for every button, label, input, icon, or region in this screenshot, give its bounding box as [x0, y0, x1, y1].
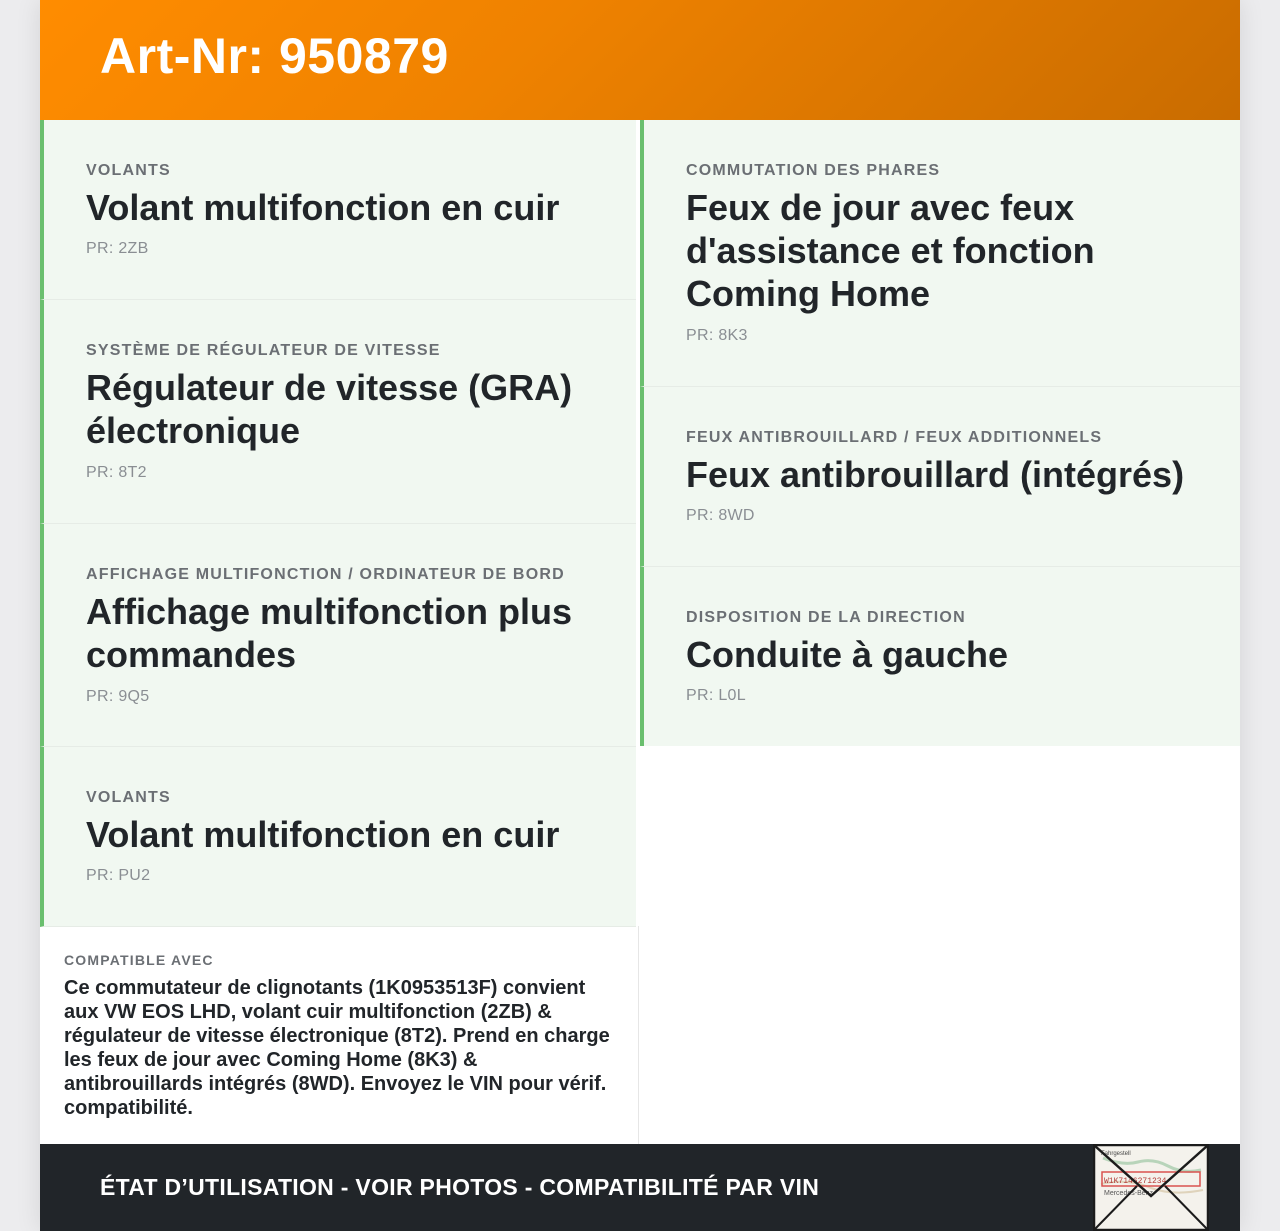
feature-category: DISPOSITION DE LA DIRECTION — [686, 609, 966, 626]
feature-category: SYSTÈME DE RÉGULATEUR DE VITESSE — [86, 342, 441, 359]
feature-pr-code: PR: L0L — [686, 687, 746, 704]
feature-card — [640, 120, 1240, 387]
stamp-label-text: Fahrgestell — [1101, 1151, 1131, 1157]
feature-pr-code: PR: 2ZB — [86, 240, 149, 257]
envelope-icon — [1093, 1144, 1209, 1231]
compatibility-text: Ce commutateur de clignotants (1K0953513F) convient aux VW EOS LHD, volant cuir multifonction (2ZB) & régulateur de vitesse électronique (8T2). Prend en charge les feux de jour avec Coming Home (8K3) & antibrouillards intégrés (8WD). Envoyez le VIN pour vérif. compatibilité. — [64, 977, 610, 1119]
feature-name: Feux antibrouillard (intégrés) — [686, 454, 1185, 495]
feature-card — [640, 387, 1240, 567]
vin-stamp-image — [1093, 1144, 1209, 1231]
feature-card — [40, 747, 636, 927]
product-card — [40, 0, 1240, 1231]
feature-name: Affichage multifonction plus commandes — [86, 591, 572, 675]
feature-pr-code: PR: 8K3 — [686, 327, 748, 344]
feature-pr-code: PR: PU2 — [86, 867, 151, 884]
compatibility-label: COMPATIBLE AVEC — [64, 952, 214, 968]
feature-name: Régulateur de vitesse (GRA) électronique — [86, 367, 573, 451]
feature-category: AFFICHAGE MULTIFONCTION / ORDINATEUR DE BORD — [86, 566, 565, 583]
article-number-title: Art-Nr: 950879 — [100, 28, 449, 84]
compatibility-section — [40, 926, 639, 1144]
feature-card — [40, 300, 636, 524]
feature-card — [40, 524, 636, 747]
feature-card — [40, 120, 636, 300]
feature-name: Volant multifonction en cuir — [86, 187, 560, 228]
feature-category: FEUX ANTIBROUILLARD / FEUX ADDITIONNELS — [686, 429, 1103, 446]
feature-pr-code: PR: 8T2 — [86, 464, 147, 481]
footer-text: ÉTAT D’UTILISATION - VOIR PHOTOS - COMPATIBILITÉ PAR VIN — [100, 1174, 820, 1200]
feature-pr-code: PR: 9Q5 — [86, 688, 150, 705]
feature-card — [640, 567, 1240, 746]
stamp-brand-text: Mercedes-Benz — [1104, 1190, 1154, 1197]
feature-pr-code: PR: 8WD — [686, 507, 755, 524]
header-bar — [40, 0, 1240, 120]
feature-name: Feux de jour avec feux d'assistance et fonction Coming Home — [686, 187, 1095, 314]
feature-category: COMMUTATION DES PHARES — [686, 162, 941, 179]
feature-category: VOLANTS — [86, 162, 171, 179]
feature-category: VOLANTS — [86, 789, 171, 806]
feature-name: Conduite à gauche — [686, 634, 1009, 675]
feature-name: Volant multifonction en cuir — [86, 814, 560, 855]
footer-bar — [40, 1144, 1240, 1231]
stamp-vin-text: W1K7146271234 — [1104, 1177, 1167, 1186]
